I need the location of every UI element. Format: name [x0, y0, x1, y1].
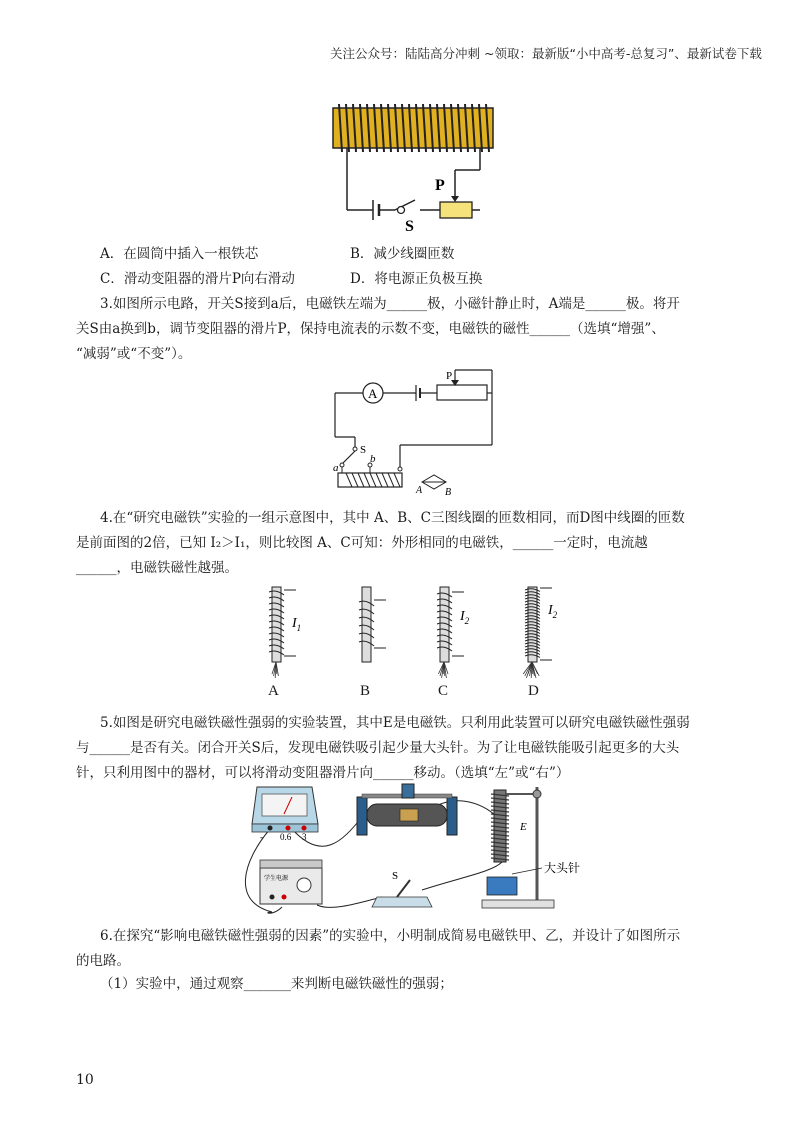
fig4-i1: $I_1$: [292, 616, 302, 633]
fig4-label-d: D: [528, 683, 539, 699]
question-6-sub-1: （1）实验中，通过观察_______来判断电磁铁磁性的强弱；: [100, 976, 453, 992]
fig3-s-label: S: [360, 444, 367, 456]
electromagnet-stand: [482, 787, 580, 908]
figure-electromagnets: [240, 582, 570, 702]
fig4-label-b: B: [360, 683, 371, 699]
fig1-label-p: P: [435, 177, 445, 194]
question-3-line-3: “减弱”或“不变”）。: [76, 346, 192, 362]
fig3-a-label: a: [333, 462, 339, 474]
fig5-e-label: E: [520, 821, 527, 833]
meter-06: 0.6: [280, 832, 292, 842]
page-number: 10: [76, 1072, 94, 1088]
option-a: A．在圆筒中插入一根铁芯: [100, 246, 259, 262]
question-4-line-1: 4.在“研究电磁铁”实验的一组示意图中，其中 A、B、C三图线圈的匝数相同，而D图中线圈的匝数: [100, 510, 685, 526]
fig4-i2-d: $I_2$: [548, 603, 558, 620]
question-3-line-1: 3.如图所示电路，开关S接到a后，电磁铁左端为______极，小磁针静止时，A端是______极。将开: [100, 296, 680, 312]
option-d: D．将电源正负极互换: [350, 271, 483, 287]
fig4-label-a: A: [268, 683, 279, 699]
meter-minus: -: [260, 832, 263, 842]
figure-ammeter-circuit: [330, 365, 500, 500]
question-4-line-3: ______，电磁铁磁性越强。: [76, 560, 238, 576]
fig3-needle-a: A: [416, 485, 423, 496]
option-b: B．减少线圈匝数: [350, 246, 455, 262]
fig4-i2-c: $I_2$: [460, 609, 470, 626]
question-6-line-2: 的电路。: [76, 953, 130, 969]
fig5-s-label: S: [392, 870, 399, 882]
question-5-line-2: 与______是否有关。闭合开关S后，发现电磁铁吸引起少量大头针。为了让电磁铁能吸引起更多的大头: [76, 740, 680, 756]
power-supply-label: 学生电源: [264, 876, 289, 882]
figure-apparatus: [232, 782, 581, 922]
switch-device: [372, 870, 432, 907]
fig5-pins-label: 大头针: [544, 861, 581, 875]
fig3-needle-b: B: [445, 487, 452, 498]
page-header: 关注公众号：陆陆高分冲刺 ~领取：最新版“小中高考-总复习”、最新试卷下载: [330, 46, 762, 61]
question-5-line-3: 针，只利用图中的器材，可以将滑动变阻器滑片向______移动。（选填“左”或“右”）: [76, 765, 570, 781]
option-c: C．滑动变阻器的滑片P向右滑动: [100, 271, 295, 287]
fig3-ammeter-label: A: [368, 386, 378, 401]
meter-3: 3: [302, 832, 307, 842]
question-6-line-1: 6.在探究“影响电磁铁磁性强弱的因素”的实验中，小明制成简易电磁铁甲、乙，并设计了如图所示: [100, 928, 681, 944]
rheostat-device: [357, 784, 457, 835]
fig4-label-c: C: [438, 683, 449, 699]
magnet-b: [362, 587, 371, 662]
question-4-line-2: 是前面图的2倍，已知 I₂＞I₁，则比较图 A、C可知：外形相同的电磁铁，______一定时，电流越: [76, 535, 648, 551]
ammeter-device: [252, 787, 318, 842]
power-supply-device: [260, 860, 322, 904]
question-5-line-1: 5.如图是研究电磁铁磁性强弱的实验装置，其中E是电磁铁。只利用此装置可以研究电磁铁磁性强弱: [100, 715, 690, 731]
figure-solenoid-circuit: [325, 100, 505, 235]
fig3-b-label: b: [370, 453, 376, 465]
fig3-p-label: P: [446, 370, 453, 382]
fig1-label-s: S: [405, 218, 414, 235]
question-3-line-2: 关S由a换到b，调节变阻器的滑片P，保持电流表的示数不变，电磁铁的磁性______（选填“增强”、: [76, 321, 665, 337]
